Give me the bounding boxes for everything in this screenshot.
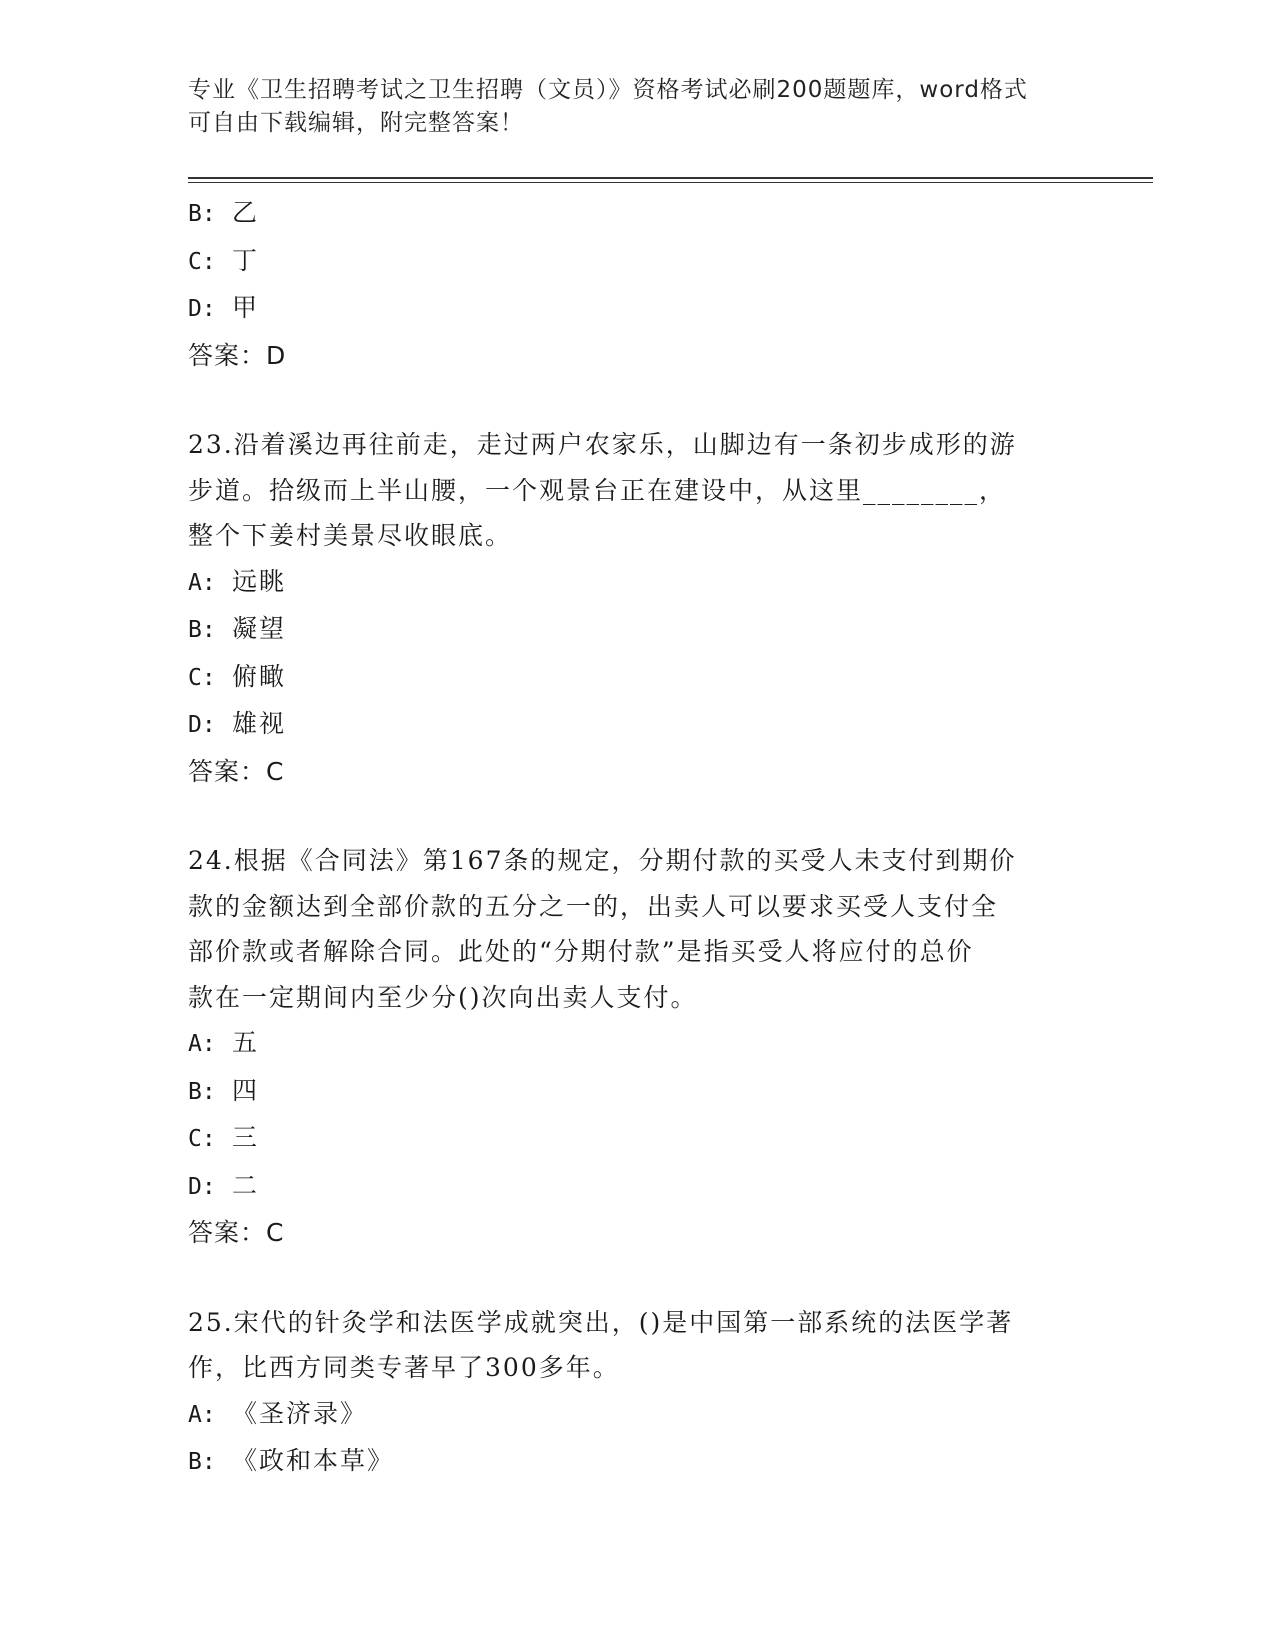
spacer: [188, 1256, 1088, 1300]
option-letter: D:: [188, 712, 216, 738]
option-text: 二: [232, 1170, 260, 1200]
option-text: 《圣济录》: [232, 1398, 368, 1428]
question-content: [188, 190, 1088, 1486]
option-b: [188, 1068, 1088, 1116]
question-text-line: 部价款或者解除合同。此处的“分期付款”是指买受人将应付的总价: [188, 937, 974, 966]
option-c: [188, 238, 1088, 286]
option-text: 甲: [232, 293, 260, 322]
option-letter: A:: [188, 569, 216, 596]
option-b: [188, 1438, 1088, 1486]
option-letter: D:: [188, 1173, 216, 1200]
option-b: [188, 606, 1088, 654]
question-text-line: 款在一定期间内至少分()次向出卖人支付。: [188, 982, 698, 1012]
question-23: [188, 422, 1088, 794]
option-letter: C:: [188, 248, 216, 275]
document-header: [188, 74, 1068, 140]
option-letter: D:: [188, 296, 216, 322]
option-text: 俯瞰: [232, 661, 287, 691]
option-text: 《政和本草》: [232, 1446, 395, 1475]
option-d: [188, 285, 1088, 333]
option-a: [188, 559, 1088, 607]
option-text: 远眺: [232, 566, 287, 596]
answer-line: 答案：C: [188, 1218, 285, 1247]
option-c: [188, 654, 1088, 702]
answer-line: 答案：C: [188, 756, 285, 786]
option-letter: A:: [188, 1401, 216, 1428]
option-text: 四: [232, 1075, 260, 1105]
question-text-line: 步道。拾级而上半山腰，一个观景台正在建设中，从这里________，: [188, 475, 1007, 505]
header-line-2: 可自由下载编辑，附完整答案！: [188, 110, 524, 136]
option-letter: B:: [188, 1078, 216, 1105]
option-text: 乙: [232, 198, 260, 227]
option-text: 雄视: [232, 709, 287, 738]
option-letter: B:: [188, 201, 216, 227]
question-text-line: 作，比西方同类专著早了300多年。: [188, 1353, 620, 1382]
question-22-tail: [188, 190, 1088, 378]
answer-line: 答案：D: [188, 340, 287, 370]
question-text-line: 24.根据《合同法》第167条的规定，分期付款的买受人未支付到期价: [188, 846, 1017, 875]
option-letter: B:: [188, 1449, 216, 1475]
spacer: [188, 794, 1088, 838]
option-a: [188, 1391, 1088, 1439]
header-divider-thick: [188, 177, 1153, 179]
spacer: [188, 378, 1088, 422]
option-c: [188, 1115, 1088, 1163]
question-25: [188, 1300, 1088, 1486]
header-line-1: 专业《卫生招聘考试之卫生招聘（文员）》资格考试必刷200题题库，word格式: [188, 77, 1028, 103]
option-letter: C:: [188, 1126, 216, 1152]
option-a: [188, 1020, 1088, 1068]
question-text-line: 25.宋代的针灸学和法医学成就突出，()是中国第一部系统的法医学著: [188, 1307, 1014, 1337]
question-24: [188, 838, 1088, 1256]
question-text-line: 整个下姜村美景尽收眼底。: [188, 521, 513, 550]
option-text: 三: [232, 1123, 260, 1152]
option-letter: A:: [188, 1031, 216, 1057]
option-text: 丁: [232, 245, 260, 275]
option-text: 五: [232, 1028, 260, 1057]
option-letter: B:: [188, 617, 216, 643]
question-text-line: 款的金额达到全部价款的五分之一的，出卖人可以要求买受人支付全: [188, 891, 999, 921]
option-text: 凝望: [232, 614, 287, 643]
option-letter: C:: [188, 664, 216, 691]
option-d: [188, 701, 1088, 749]
option-b: [188, 190, 1088, 238]
header-divider-thin: [188, 182, 1153, 183]
question-text-line: 23.沿着溪边再往前走，走过两户农家乐，山脚边有一条初步成形的游: [188, 430, 1017, 459]
option-d: [188, 1163, 1088, 1211]
